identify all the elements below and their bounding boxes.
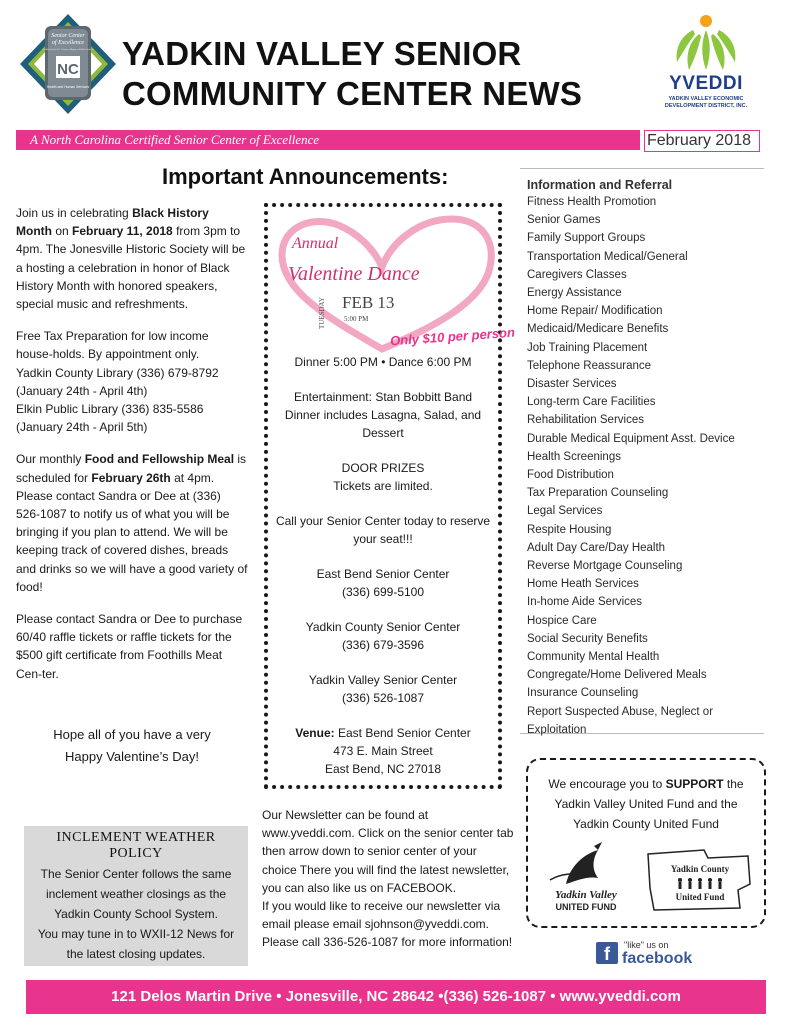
issue-date: February 2018: [644, 130, 760, 152]
facebook-like-text: "like" us on: [624, 940, 669, 950]
valentine-dance-title: Valentine Dance: [288, 263, 420, 285]
info-list-item: Family Support Groups: [527, 232, 646, 245]
svg-text:Yadkin Valley: Yadkin Valley: [555, 889, 617, 901]
info-list-item: Social Security Benefits: [527, 632, 648, 645]
venue: Venue: East Bend Senior Center 473 E. Main Street East Bend, NC 27018: [295, 726, 471, 776]
announcements-heading: Important Announcements:: [162, 164, 449, 189]
tagline-banner: [16, 130, 640, 150]
info-list-item: Disaster Services: [527, 378, 617, 391]
valentine-greeting: Hope all of you have a very Happy Valentine’s Day!: [53, 727, 211, 764]
facebook-icon: f: [596, 942, 618, 964]
newsletter-info: Our Newsletter can be found at www.yveddi.com. Click on the senior center tab then arrow down to senior center of your choice There you will find the latest newsletter, you can also like us on FACEBOOK. If you would like to receive our newsletter via email please email sjohnson@yveddi.com. Please call 336-526-1087 for more information!: [262, 808, 514, 950]
info-list-item: Telephone Reassurance: [527, 359, 652, 372]
inclement-weather-box: [24, 826, 248, 966]
logo-subtitle: YADKIN VALLEY ECONOMIC DEVELOPMENT DISTRICT, INC.: [664, 96, 748, 109]
info-list-item: Hospice Care: [527, 614, 597, 627]
raffle-paragraph: Please contact Sandra or Dee to purchase 60/40 raffle tickets or raffle tickets for the $500 gift certificate from Foothills Meat Cen-ter.: [16, 612, 243, 681]
event-price: Only $10 per person: [389, 324, 516, 349]
center-east-bend: East Bend Senior Center (336) 699-5100: [316, 567, 450, 599]
svg-text:Yadkin County: Yadkin County: [670, 864, 730, 874]
information-referral-box: [520, 168, 764, 734]
svg-text:NC: NC: [57, 61, 79, 78]
svg-text:United Fund: United Fund: [675, 892, 725, 902]
event-time: 5:00 PM: [344, 315, 369, 323]
yveddi-figures-icon: [671, 12, 741, 74]
info-list-item: Job Training Placement: [527, 341, 648, 354]
food-fellowship-paragraph: Our monthly Food and Fellowship Meal is scheduled for February 26th at 4pm. Please contact Sandra or Dee at (336) 526-1087 to notify us of what you will be bringing if you plan to attend. We will be keeping track of covered dishes, breads and drinks so we will have a good variety of food!: [16, 452, 248, 594]
svg-text:UNITED FUND: UNITED FUND: [555, 902, 617, 912]
svg-text:Senior Center: Senior Center: [51, 33, 85, 39]
info-list-item: Durable Medical Equipment Asst. Device: [527, 432, 735, 445]
info-list-item: Home Heath Services: [527, 578, 639, 591]
valentine-details: [268, 353, 498, 795]
united-fund-support-box: [526, 758, 766, 928]
title-line-1: YADKIN VALLEY SENIOR: [122, 35, 522, 72]
info-list-item: Long-term Care Facilities: [527, 396, 656, 409]
info-list-item: Energy Assistance: [527, 287, 622, 300]
senior-center-seal: [18, 12, 118, 116]
info-list-item: Rehabilitation Services: [527, 414, 644, 427]
svg-text:Certified by the N.C. Division: Certified by the N.C. Division of Aging and Adult Services: [42, 49, 94, 51]
info-list-item: Fitness Health Promotion: [527, 196, 657, 208]
facebook-wordmark: facebook: [622, 950, 693, 967]
info-list-item: Home Repair/ Modification: [527, 305, 663, 318]
footer-address-bar: 121 Delos Martin Drive • Jonesville, NC 28642 •(336) 526-1087 • www.yveddi.com: [26, 980, 766, 1014]
center-yadkin-valley: Yadkin Valley Senior Center (336) 526-1087: [308, 673, 458, 705]
support-text: We encourage you to SUPPORT the Yadkin Valley United Fund and the Yadkin County United Fund: [548, 777, 744, 831]
newsletter-title: [122, 34, 622, 114]
yadkin-valley-united-fund-logo: [536, 840, 636, 920]
info-list-item: Insurance Counseling: [527, 687, 639, 700]
call-to-reserve: Call your Senior Center today to reserve your seat!!!: [275, 514, 491, 546]
info-list-item: Health Screenings: [527, 450, 621, 463]
dinner-dance-times: Dinner 5:00 PM • Dance 6:00 PM: [294, 355, 472, 369]
info-list: [527, 193, 764, 739]
event-date: FEB 13: [342, 293, 395, 312]
info-list-item: Transportation Medical/General: [527, 250, 688, 263]
info-list-item: Reverse Mortgage Counseling: [527, 560, 683, 573]
info-list-item: Legal Services: [527, 505, 603, 518]
yadkin-county-united-fund-logo: [644, 844, 754, 916]
facebook-like-badge[interactable]: [596, 938, 696, 972]
black-history-paragraph: Join us in celebrating Black History Month on February 11, 2018 from 3pm to 4pm. The Jonesville Historic Society will be a hosting a celebration in honor of Black History Month with honored speakers, special music and refreshments.: [16, 206, 246, 312]
svg-text:of Excellence: of Excellence: [51, 40, 85, 46]
info-list-item: Community Mental Health: [527, 651, 660, 664]
center-yadkin-county: Yadkin County Senior Center (336) 679-3596: [305, 620, 461, 652]
door-prizes: DOOR PRIZES Tickets are limited.: [333, 461, 433, 493]
svg-text:Health and Human Services: Health and Human Services: [46, 85, 90, 89]
left-column: [16, 204, 248, 697]
info-list-item: Congregate/Home Delivered Meals: [527, 669, 707, 682]
info-list-item: In-home Aide Services: [527, 596, 643, 609]
annual-label: Annual: [292, 235, 339, 252]
weather-body: The Senior Center follows the same inclement weather closings as the Yadkin County School System. You may tune in to WXII-12 News for the latest closing updates.: [37, 867, 235, 961]
tagline: A North Carolina Certified Senior Center of Excellence: [30, 132, 320, 147]
info-list-item: Report Suspected Abuse, Neglect or Exploitation: [527, 705, 714, 736]
info-list-item: Tax Preparation Counseling: [527, 487, 669, 500]
event-day: TUESDAY: [318, 297, 326, 330]
info-heading: Information and Referral: [527, 178, 673, 192]
info-list-item: Medicaid/Medicare Benefits: [527, 323, 669, 336]
info-list-item: Senior Games: [527, 214, 601, 227]
valentine-graphic: [274, 211, 516, 357]
info-list-item: Adult Day Care/Day Health: [527, 541, 666, 554]
info-list-item: Food Distribution: [527, 469, 614, 482]
weather-title: INCLEMENT WEATHER POLICY: [56, 830, 216, 861]
info-list-item: Respite Housing: [527, 523, 612, 536]
valentine-dance-box: [264, 203, 516, 789]
title-line-2: COMMUNITY CENTER NEWS: [122, 75, 583, 112]
logo-name: YVEDDI: [669, 73, 743, 94]
entertainment-menu: Entertainment: Stan Bobbitt Band Dinner includes Lasagna, Salad, and Dessert: [284, 390, 482, 440]
tax-preparation-paragraph: Free Tax Preparation for low income house-holds. By appointment only. Yadkin County Library (336) 679-8792 (January 24th - April 4th) Elkin Public Library (336) 835-5586 (January 24th - April 5th): [16, 329, 219, 435]
info-list-item: Caregivers Classes: [527, 268, 627, 281]
yveddi-logo: [656, 12, 756, 120]
